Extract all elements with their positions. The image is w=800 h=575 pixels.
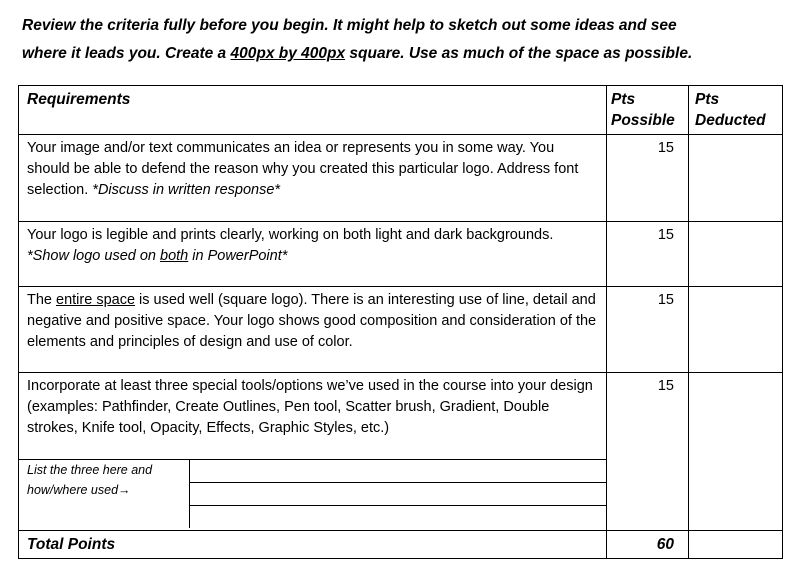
criterion-note: *Discuss in written response* bbox=[92, 182, 281, 198]
tools-list-line-2[interactable] bbox=[189, 483, 606, 506]
criterion-points: 15 bbox=[607, 222, 689, 287]
instructions-line-1: Review the criteria fully before you begin. It might help to sketch out some ideas and see bbox=[22, 17, 677, 34]
note-text-end: in PowerPoint* bbox=[188, 248, 288, 264]
rubric-table bbox=[18, 85, 783, 559]
tools-list-line-1[interactable] bbox=[189, 460, 606, 483]
instructions-size: 400px by 400px bbox=[230, 45, 346, 62]
note-emphasis: both bbox=[160, 248, 189, 264]
header-pts-possible-line2: Possible bbox=[611, 112, 675, 129]
instructions-text: where it leads you. Create a bbox=[22, 45, 231, 62]
criterion-deducted[interactable] bbox=[689, 373, 783, 531]
total-label: Total Points bbox=[19, 531, 607, 559]
criterion-deducted[interactable] bbox=[689, 135, 783, 222]
criterion-row bbox=[19, 373, 783, 531]
criterion-description: Incorporate at least three special tools/options we’ve used in the course into your design (examples: Pathfinder, Create Outlines, Pen tool, Scatter brush, Gradient, Double strokes, Knife tool, Opacity, Effects, Graphic Styles, etc.) bbox=[27, 378, 593, 436]
criterion-text bbox=[19, 373, 607, 531]
header-pts-possible-line1: Pts bbox=[611, 91, 636, 108]
criterion-text bbox=[19, 287, 607, 373]
total-row bbox=[19, 531, 783, 559]
criterion-text bbox=[19, 222, 607, 287]
tools-list-table bbox=[19, 459, 606, 528]
criterion-description: The bbox=[27, 292, 57, 308]
criterion-emphasis: entire space bbox=[56, 292, 136, 308]
criterion-points: 15 bbox=[607, 287, 689, 373]
instructions bbox=[22, 12, 782, 68]
header-pts-deducted bbox=[689, 86, 783, 135]
criterion-points: 15 bbox=[607, 373, 689, 531]
criterion-deducted[interactable] bbox=[689, 222, 783, 287]
note-text: *Show logo used on bbox=[27, 248, 161, 264]
criterion-description: Your logo is legible and prints clearly, working on both light and dark backgrounds. bbox=[27, 227, 554, 243]
instructions-line-2 bbox=[22, 40, 782, 68]
criterion-points: 15 bbox=[607, 135, 689, 222]
instructions-text-end: square. Use as much of the space as possible. bbox=[345, 45, 693, 62]
header-pts-deducted-line2: Deducted bbox=[695, 112, 766, 129]
criterion-row bbox=[19, 135, 783, 222]
tools-list-line-3[interactable] bbox=[189, 506, 606, 529]
criterion-row bbox=[19, 222, 783, 287]
criterion-description: Your image and/or text communicates an idea or represents you in some way. You should be able to defend the reason why you created this particular logo. Address font selection. bbox=[27, 140, 579, 198]
header-row bbox=[19, 86, 783, 135]
tools-list-label: List the three here and how/where used→ bbox=[19, 460, 189, 529]
criterion-deducted[interactable] bbox=[689, 287, 783, 373]
header-pts-deducted-line1: Pts bbox=[695, 91, 720, 108]
header-requirements: Requirements bbox=[19, 86, 607, 135]
total-deducted[interactable] bbox=[689, 531, 783, 559]
criterion-row bbox=[19, 287, 783, 373]
header-pts-possible bbox=[607, 86, 689, 135]
total-value: 60 bbox=[607, 531, 689, 559]
criterion-note bbox=[27, 248, 287, 264]
criterion-text bbox=[19, 135, 607, 222]
criterion-description-end: is used well (square logo). There is an interesting use of line, detail and negative and positive space. Your logo shows good composition and consideration of the elements and principles of design and use of color. bbox=[27, 292, 597, 350]
